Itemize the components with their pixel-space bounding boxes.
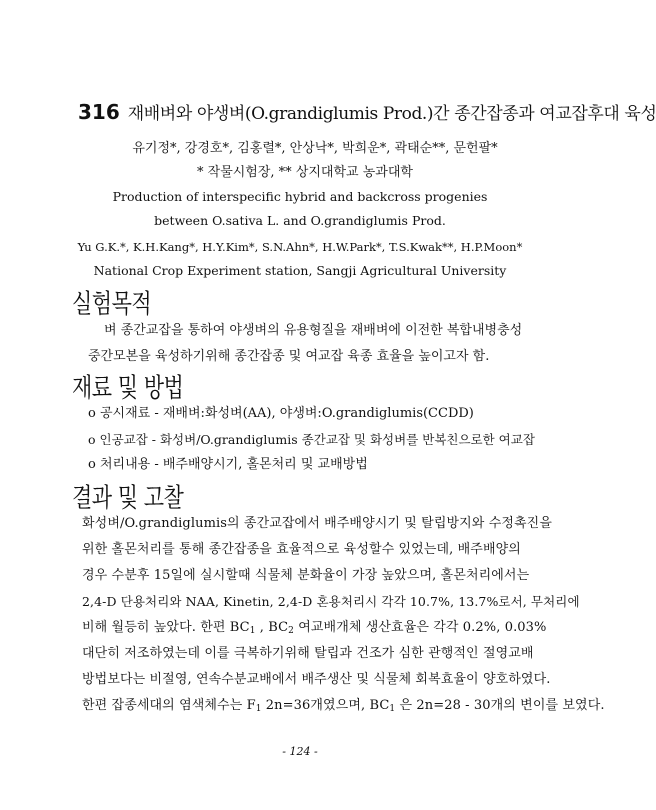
english-title-line-2: between O.sativa L. and O.grandiglumis Prod. xyxy=(154,213,446,228)
results-line-3: 경우 수분후 15일에 실시할때 식물체 분화율이 가장 높았으며, 홀몬처리에서는 xyxy=(82,568,530,583)
materials-item-1: o 공시재료 - 재배벼:화성벼(AA), 야생벼:O.grandiglumis(CCDD) xyxy=(88,406,474,421)
materials-heading: 재료 및 방법 xyxy=(72,372,184,403)
results-line-8-part-c: 은 2n=28 - 30개의 변이를 보였다. xyxy=(395,698,605,713)
results-line-8 xyxy=(82,697,605,715)
results-line-5-part-a: 비해 월등히 높았다. 한편 BC xyxy=(82,620,250,635)
results-line-1: 화성벼/O.grandiglumis의 종간교잡에서 배주배양시기 및 탈립방지와 수정촉진을 xyxy=(82,516,552,531)
results-line-8-part-b: 2n=36개였으며, BC xyxy=(261,698,390,713)
paper-title xyxy=(78,100,656,126)
materials-item-3: o 처리내용 - 배주배양시기, 홀몬처리 및 교배방법 xyxy=(88,457,368,472)
results-line-6: 대단히 저조하였는데 이를 극복하기위해 탈립과 건조가 심한 관행적인 절영교배 xyxy=(82,646,534,661)
abstract-number: 316 xyxy=(78,100,120,124)
page-number: - 124 - xyxy=(282,745,318,758)
results-heading: 결과 및 고찰 xyxy=(72,482,184,513)
results-line-5-part-b: , BC xyxy=(255,620,289,635)
results-line-4: 2,4-D 단용처리와 NAA, Kinetin, 2,4-D 혼용처리시 각각 10.7%, 13.7%로서, 무처리에 xyxy=(82,594,580,609)
results-line-8-part-a: 한편 잡종세대의 염색체수는 F xyxy=(82,698,256,713)
subscript-2: 2 xyxy=(288,626,294,636)
subscript-bc1: 1 xyxy=(389,704,396,714)
results-line-7: 방법보다는 비절영, 연속수분교배에서 배주생산 및 식물체 회복효율이 양호하였다. xyxy=(82,672,551,687)
results-line-5-part-c: 여교배개체 생산효율은 각각 0.2%, 0.03% xyxy=(293,620,547,635)
objective-line-2: 중간모본을 육성하기위해 종간잡종 및 여교잡 육종 효율을 높이고자 함. xyxy=(88,349,490,364)
subscript-f1: 1 xyxy=(255,704,262,714)
english-title-line-1: Production of interspecific hybrid and backcross progenies xyxy=(112,189,488,204)
affiliation-english: National Crop Experiment station, Sangji Agricultural University xyxy=(93,263,507,278)
title-text: 재배벼와 야생벼(O.grandiglumis Prod.)간 종간잡종과 여교잡후대 육성 xyxy=(127,104,656,124)
objective-line-1: 벼 종간교잡을 통하여 야생벼의 유용형질을 재배벼에 이전한 복합내병충성 xyxy=(104,323,523,338)
subscript-1: 1 xyxy=(249,626,256,636)
authors-korean: 유기정*, 강경호*, 김홍렬*, 안상낙*, 박희운*, 곽태순**, 문헌팔* xyxy=(132,141,498,156)
objective-heading: 실험목적 xyxy=(72,288,152,319)
materials-item-2: o 인공교잡 - 화성벼/O.grandiglumis 종간교잡 및 화성벼를 반복친으로한 여교잡 xyxy=(88,432,535,447)
results-line-2: 위한 홀몬처리를 통해 종간잡종을 효율적으로 육성할수 있었는데, 배주배양의 xyxy=(82,542,521,557)
affiliation-korean: * 작물시험장, ** 상지대학교 농과대학 xyxy=(197,165,413,180)
results-line-5 xyxy=(82,619,547,637)
authors-english: Yu G.K.*, K.H.Kang*, H.Y.Kim*, S.N.Ahn*, H.W.Park*, T.S.Kwak**, H.P.Moon* xyxy=(77,240,523,254)
